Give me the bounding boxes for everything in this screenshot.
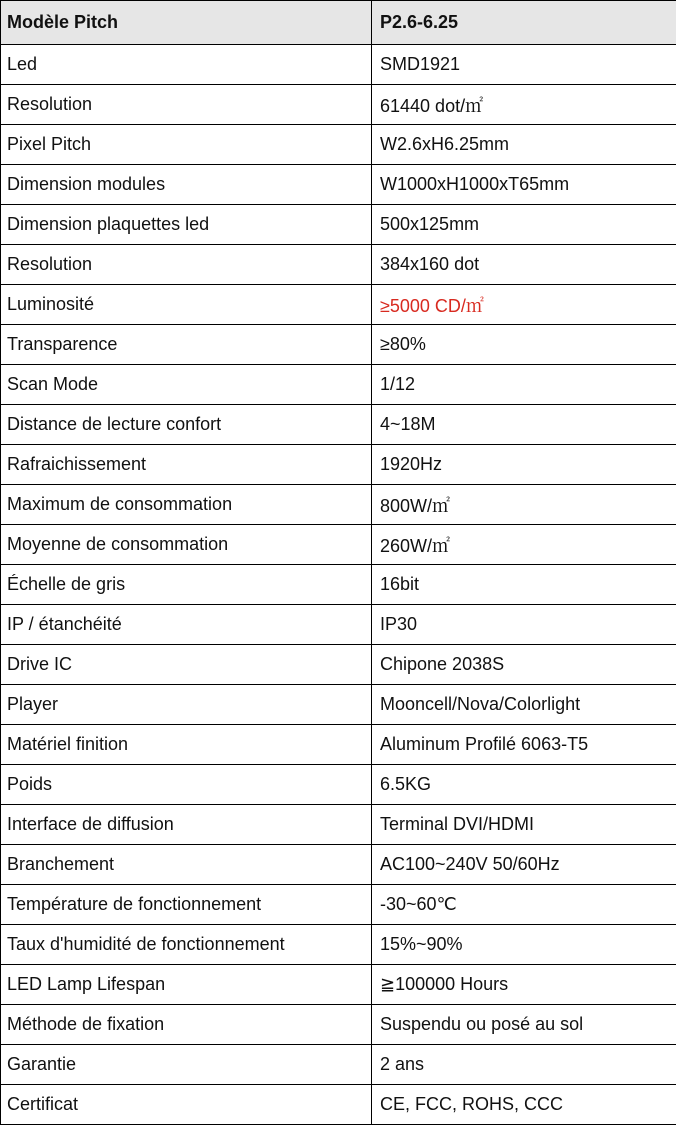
spec-value: ≥80%	[372, 325, 676, 365]
spec-label: Température de fonctionnement	[1, 885, 372, 925]
header-row	[1, 1, 676, 45]
spec-value: Terminal DVI/HDMI	[372, 805, 676, 845]
table-row	[1, 405, 676, 445]
table-row	[1, 365, 676, 405]
table-row	[1, 165, 676, 205]
spec-value: W2.6xH6.25mm	[372, 125, 676, 165]
table-row	[1, 565, 676, 605]
spec-label: Scan Mode	[1, 365, 372, 405]
spec-label: Méthode de fixation	[1, 1005, 372, 1045]
table-row	[1, 45, 676, 85]
table-row	[1, 885, 676, 925]
table-row	[1, 1085, 676, 1125]
spec-value: Mooncell/Nova/Colorlight	[372, 685, 676, 725]
table-row	[1, 845, 676, 885]
spec-value: 4~18M	[372, 405, 676, 445]
table-row	[1, 725, 676, 765]
spec-value: 16bit	[372, 565, 676, 605]
spec-value: 15%~90%	[372, 925, 676, 965]
spec-value: 2 ans	[372, 1045, 676, 1085]
spec-label: Dimension modules	[1, 165, 372, 205]
spec-value: 384x160 dot	[372, 245, 676, 285]
table-row	[1, 245, 676, 285]
table-row	[1, 765, 676, 805]
spec-value: ≥5000 CD/㎡	[372, 285, 676, 325]
header-value: P2.6-6.25	[372, 1, 676, 45]
table-row	[1, 1045, 676, 1085]
spec-value: -30~60℃	[372, 885, 676, 925]
spec-value: CE, FCC, ROHS, CCC	[372, 1085, 676, 1125]
table-row	[1, 285, 676, 325]
table-row	[1, 605, 676, 645]
spec-label: Moyenne de consommation	[1, 525, 372, 565]
spec-label: IP / étanchéité	[1, 605, 372, 645]
table-row	[1, 325, 676, 365]
table-row	[1, 525, 676, 565]
spec-label: Pixel Pitch	[1, 125, 372, 165]
table-row	[1, 125, 676, 165]
table-row	[1, 925, 676, 965]
spec-label: Rafraichissement	[1, 445, 372, 485]
spec-label: Certificat	[1, 1085, 372, 1125]
spec-value: 61440 dot/㎡	[372, 85, 676, 125]
spec-value: 500x125mm	[372, 205, 676, 245]
table-row	[1, 445, 676, 485]
spec-label: Échelle de gris	[1, 565, 372, 605]
spec-label: Maximum de consommation	[1, 485, 372, 525]
spec-value: Aluminum Profilé 6063-T5	[372, 725, 676, 765]
spec-label: Interface de diffusion	[1, 805, 372, 845]
spec-value: SMD1921	[372, 45, 676, 85]
spec-value: 1/12	[372, 365, 676, 405]
table-row	[1, 645, 676, 685]
table-row	[1, 1005, 676, 1045]
spec-label: Dimension plaquettes led	[1, 205, 372, 245]
spec-value: 260W/㎡	[372, 525, 676, 565]
spec-label: Drive IC	[1, 645, 372, 685]
spec-label: Branchement	[1, 845, 372, 885]
spec-table-body	[1, 1, 676, 1125]
spec-label: Resolution	[1, 85, 372, 125]
spec-label: Led	[1, 45, 372, 85]
spec-label: Poids	[1, 765, 372, 805]
spec-label: LED Lamp Lifespan	[1, 965, 372, 1005]
spec-label: Taux d'humidité de fonctionnement	[1, 925, 372, 965]
spec-label: Distance de lecture confort	[1, 405, 372, 445]
spec-label: Player	[1, 685, 372, 725]
table-row	[1, 805, 676, 845]
spec-value: AC100~240V 50/60Hz	[372, 845, 676, 885]
spec-label: Garantie	[1, 1045, 372, 1085]
spec-label: Resolution	[1, 245, 372, 285]
spec-value: 1920Hz	[372, 445, 676, 485]
spec-value: 800W/㎡	[372, 485, 676, 525]
spec-label: Luminosité	[1, 285, 372, 325]
table-row	[1, 205, 676, 245]
spec-value: Chipone 2038S	[372, 645, 676, 685]
table-row	[1, 485, 676, 525]
spec-value: IP30	[372, 605, 676, 645]
spec-label: Matériel finition	[1, 725, 372, 765]
table-row	[1, 85, 676, 125]
spec-label: Transparence	[1, 325, 372, 365]
spec-value: W1000xH1000xT65mm	[372, 165, 676, 205]
spec-value: ≧100000 Hours	[372, 965, 676, 1005]
spec-value: Suspendu ou posé au sol	[372, 1005, 676, 1045]
table-row	[1, 685, 676, 725]
header-label: Modèle Pitch	[1, 1, 372, 45]
table-row	[1, 965, 676, 1005]
spec-value: 6.5KG	[372, 765, 676, 805]
